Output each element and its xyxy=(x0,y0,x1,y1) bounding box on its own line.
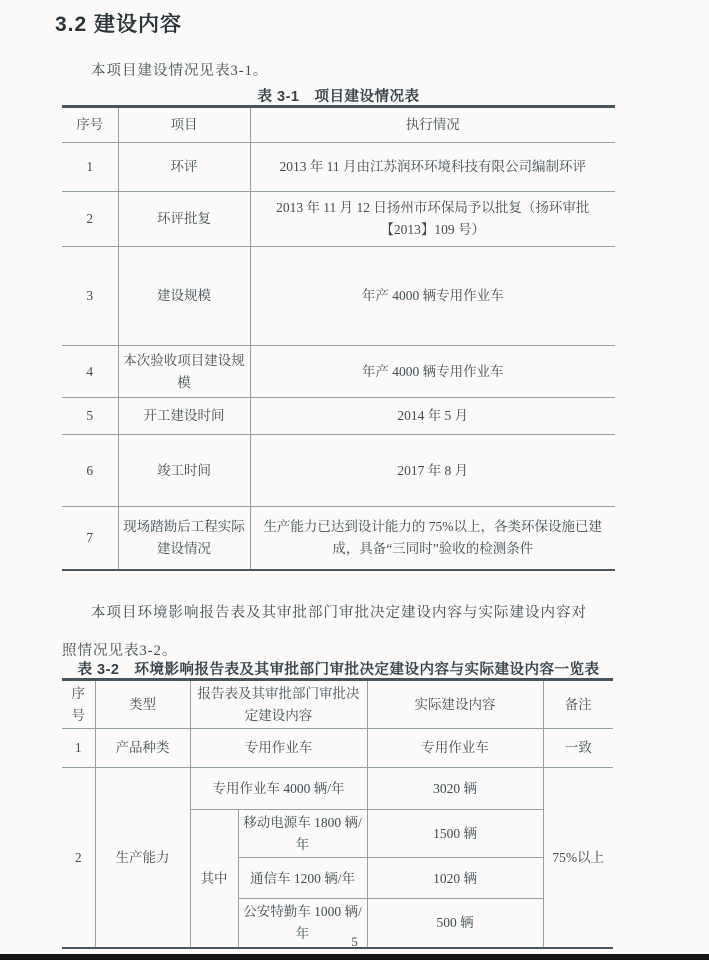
cell-seq: 1 xyxy=(62,143,118,192)
table2-caption: 表 3-2 环境影响报告表及其审批部门审批决定建设内容与实际建设内容一览表 xyxy=(77,662,600,678)
table-row xyxy=(62,398,615,435)
cell-status: 年产 4000 辆专用作业车 xyxy=(250,247,615,346)
cell-report: 专用作业车 xyxy=(190,729,367,768)
cell-item: 环评 xyxy=(118,143,250,192)
cell-item: 开工建设时间 xyxy=(118,398,250,435)
table2-header-note: 备注 xyxy=(543,680,613,729)
table1-header-seq: 序号 xyxy=(62,107,118,143)
cell-seq: 5 xyxy=(62,398,118,435)
table1-caption: 表 3-1 项目建设情况表 xyxy=(257,89,420,105)
cell-status: 2013 年 11 月 12 日扬州市环保局予以批复（扬环审批【2013】109 号） xyxy=(250,192,615,247)
table2-header-seq: 序号 xyxy=(62,680,95,729)
table1-header-item: 项目 xyxy=(118,107,250,143)
table2-header-actual: 实际建设内容 xyxy=(367,680,543,729)
cell-actual: 500 辆 xyxy=(367,899,543,948)
table-row xyxy=(62,435,615,507)
cell-status: 2017 年 8 月 xyxy=(250,435,615,507)
cell-seq: 4 xyxy=(62,346,118,398)
cell-seq: 2 xyxy=(62,768,95,948)
table1-header-row xyxy=(62,107,615,143)
cell-seq: 7 xyxy=(62,507,118,570)
table-row xyxy=(62,507,615,570)
cell-among-label: 其中 xyxy=(190,810,238,948)
table2-header-report: 报告表及其审批部门审批决定建设内容 xyxy=(190,680,367,729)
paragraph-line: 照情况见表3-2。 xyxy=(62,643,178,659)
table1-project-status xyxy=(62,105,615,571)
table2-header-type: 类型 xyxy=(95,680,190,729)
table-row xyxy=(62,247,615,346)
section-heading: 3.2 建设内容 xyxy=(55,13,183,36)
cell-report: 移动电源车 1800 辆/年 xyxy=(238,810,367,858)
cell-item: 环评批复 xyxy=(118,192,250,247)
cell-note: 75%以上 xyxy=(543,768,613,948)
cell-type: 产品种类 xyxy=(95,729,190,768)
cell-status: 2013 年 11 月由江苏润环环境科技有限公司编制环评 xyxy=(250,143,615,192)
cell-report: 专用作业车 4000 辆/年 xyxy=(190,768,367,810)
cell-type: 生产能力 xyxy=(95,768,190,948)
table2-header-row xyxy=(62,680,613,729)
cell-item: 竣工时间 xyxy=(118,435,250,507)
paragraph-line: 本项目环境影响报告表及其审批部门审批决定建设内容与实际建设内容对 xyxy=(91,605,587,621)
page-number: 5 xyxy=(351,934,358,949)
cell-note: 一致 xyxy=(543,729,613,768)
cell-item: 建设规模 xyxy=(118,247,250,346)
cell-actual: 专用作业车 xyxy=(367,729,543,768)
cell-seq: 3 xyxy=(62,247,118,346)
cell-report: 通信车 1200 辆/年 xyxy=(238,858,367,899)
table-row xyxy=(62,192,615,247)
cell-seq: 6 xyxy=(62,435,118,507)
cell-actual: 3020 辆 xyxy=(367,768,543,810)
table-row xyxy=(62,346,615,398)
table-row xyxy=(62,729,613,768)
cell-seq: 1 xyxy=(62,729,95,768)
cell-status: 生产能力已达到设计能力的 75%以上，各类环保设施已建成，具备“三同时”验收的检测条件 xyxy=(250,507,615,570)
cell-seq: 2 xyxy=(62,192,118,247)
cell-report: 公安特勤车 1000 辆/年 xyxy=(238,899,367,948)
scan-edge-bar xyxy=(0,954,709,960)
cell-status: 年产 4000 辆专用作业车 xyxy=(250,346,615,398)
table-row xyxy=(62,143,615,192)
intro-paragraph: 本项目建设情况见表3-1。 xyxy=(91,63,269,79)
cell-item: 现场踏勘后工程实际建设情况 xyxy=(118,507,250,570)
table-row xyxy=(62,768,613,810)
cell-status: 2014 年 5 月 xyxy=(250,398,615,435)
table2-comparison xyxy=(62,678,613,949)
table1-header-status: 执行情况 xyxy=(250,107,615,143)
cell-actual: 1020 辆 xyxy=(367,858,543,899)
cell-item: 本次验收项目建设规模 xyxy=(118,346,250,398)
cell-actual: 1500 辆 xyxy=(367,810,543,858)
